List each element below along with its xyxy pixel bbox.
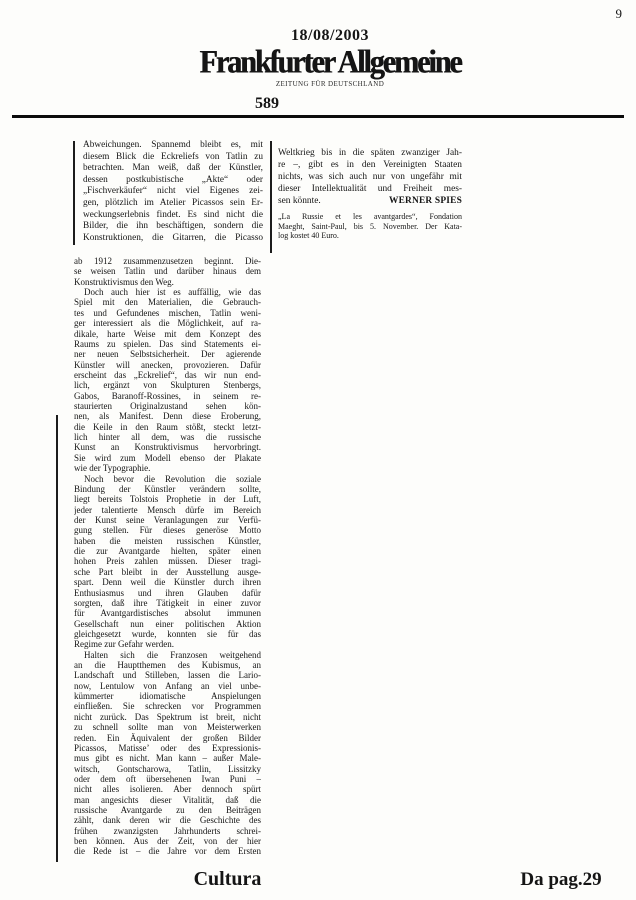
text-line: lich, ergänzt von Skulpturen Stenbergs,: [74, 380, 261, 391]
masthead-header: [12, 27, 636, 88]
text-line: nicht alles isolieren. Aber dennoch spürt: [74, 784, 261, 795]
page-number: 9: [615, 6, 622, 21]
footer-section-label: Cultura: [193, 868, 262, 890]
text-line: sche Part bleibt in der Ausstellung ausge-: [74, 566, 261, 577]
text-line: Landschaft und Stilleben, lassen die Lario-: [74, 670, 261, 681]
paragraph: [74, 287, 261, 473]
text-line: witsch, Gontscharowa, Tatlin, Lissitzky: [74, 763, 261, 774]
article-left-column: [74, 256, 261, 857]
boxed-intro-paragraph: [83, 140, 263, 244]
text-line: ben können. Aus der Zeit, von der hier: [74, 836, 261, 847]
text-line: nicht zurück. Das Spektrum ist breit, nicht: [74, 711, 261, 722]
text-line: man angesichts dieser Vitalität, daß die: [74, 794, 261, 805]
text-line: staurierten Originalzustand sehen kön-: [74, 401, 261, 412]
text-line: ger interessiert als die Möglichkeit, auf ra-: [74, 318, 261, 329]
text-line: Abweichungen. Spannemd bleibt es, mit: [83, 140, 263, 150]
text-line: betrachten. Man weiß, daß der Künstler,: [83, 163, 263, 174]
masthead-date: 18/08/2003: [291, 27, 369, 44]
text-line: Gabos, Baranoff-Rossines, in seinem re-: [74, 390, 261, 401]
text-line: wie der Typographie.: [74, 463, 151, 474]
text-line: Halten sich die Franzosen weitgehend: [84, 649, 261, 660]
text-line: se weisen Tatlin und darüber hinaus dem: [74, 266, 261, 277]
text-line: haben die meisten russischen Künstler,: [74, 535, 261, 546]
text-line: Konstruktionen, die Gitarren, die Picasso: [83, 232, 263, 243]
text-line: Bilder, die ihn beschäftigen, sondern die: [83, 221, 263, 232]
text-line: ab 1912 zusammenzusetzen beginnt. Die-: [74, 256, 261, 266]
text-line: weckungserlebnis findet. Es sind nicht die: [83, 209, 263, 220]
text-line: Regime zur Gefahr werden.: [74, 639, 174, 650]
paragraph: [278, 147, 462, 195]
text-line: kümmerter idiomatische Anspielungen: [74, 691, 261, 702]
left-margin-rule-bottom: [56, 415, 58, 862]
author-name: WERNER SPIES: [389, 196, 462, 206]
text-line: lich hinter all dem, was die russische: [74, 432, 261, 443]
text-line: einfließen. Sie schrecken vor Programmen: [74, 701, 261, 712]
text-line: diesem Blick die Eckreliefs von Tatlin zu: [83, 151, 263, 162]
text-line: Konstruktivismus den Weg.: [74, 276, 174, 287]
column-divider-rule: [270, 141, 272, 253]
text-line: dessen postkubistische „Akte“ oder: [83, 174, 263, 185]
masthead-logo: Frankfurter Allgemeine: [199, 44, 461, 81]
text-line: mus gibt es nicht. Man kann – außer Male-: [74, 753, 261, 764]
text-line: Gesellschaft nun einer politischen Aktion: [74, 618, 261, 629]
text-line: hohen Preis zahlen müssen. Dieser tragi-: [74, 556, 261, 567]
text-line: dieser Intellektualität und Freiheit mes-: [278, 184, 462, 194]
paragraph: [278, 212, 462, 241]
text-line: now, Lentulow von Anfang an viel unbe-: [74, 680, 261, 691]
text-line: Maeght, Saint-Paul, bis 5. November. Der Kata-: [278, 221, 462, 231]
text-line: an die Hauptthemen des Kubismus, an: [74, 660, 261, 671]
text-line: sorgten, daß ihre Tätigkeit in einer zuvor: [74, 597, 261, 608]
text-line: gen, plötzlich im Atelier Picassos sein Er-: [83, 197, 263, 208]
text-line: gleichgesetzt wurde, konnten sie für das: [74, 628, 261, 639]
text-line: tes und Gefundenes mischen, Tatlin weni-: [74, 307, 261, 318]
text-line: Enthusiasmus und ihren Glauben dafür: [74, 587, 261, 598]
text-line: jeder talentierte Mensch dürfe im Bereich: [74, 504, 261, 515]
text-line: zählt, dank deren wir die Geschichte des: [74, 815, 261, 826]
text-line: spart. Denn weil die Künstler durch ihren: [74, 577, 261, 588]
text-line: die Keile in den Raum stößt, steckt letzt-: [74, 421, 261, 432]
text-line: Künstler will anecken, provozieren. Dafür: [74, 359, 261, 370]
paragraph: [74, 650, 261, 857]
text-line: Doch auch hier ist es auffällig, wie das: [84, 287, 261, 298]
text-line: nen, als Manifest. Denn diese Eroberung,: [74, 411, 261, 422]
text-line: für Avantgardistisches absolut immunen: [74, 608, 261, 619]
author-line: [278, 195, 462, 207]
text-line: „La Russie et les avantgardes“, Fondation: [278, 212, 462, 221]
paragraph: [74, 474, 261, 650]
edition-number: 589: [255, 95, 279, 112]
text-line: dikale, harte Weise mit dem Konzept des: [74, 328, 261, 339]
text-line: russische Avantgarde zu den Beiträgen: [74, 805, 261, 816]
text-line: oder dem oft übersehenen Iwan Puni –: [74, 773, 261, 784]
text-line: gung stellen. Für dieses generöse Motto: [74, 525, 261, 536]
text-line: Kunst an Konstruktivismus hervorbringt.: [74, 442, 261, 453]
header-rule: [12, 115, 624, 118]
text-line: der Kunst seine Veranlagungen zur Verfü-: [74, 514, 261, 525]
masthead-subtitle: ZEITUNG FÜR DEUTSCHLAND: [275, 80, 385, 88]
text-line: Raums zu spielen. Das sind Statements ei-: [74, 338, 261, 349]
exhibition-footnote: [278, 212, 462, 241]
text-line: erscheint das „Eckrelief“, das wir nun end-: [74, 369, 261, 380]
text-line: „Fischverkäufer“ nicht viel Eigenes zei-: [83, 186, 263, 197]
paragraph: [74, 256, 261, 287]
text-line: die Rede ist – die Jahre vor dem Ersten: [74, 846, 261, 857]
last-line-text: sen könnte.: [278, 196, 321, 206]
text-line: Noch bevor die Revolution die soziale: [84, 473, 261, 484]
text-line: ner neuen Selbstsicherheit. Der agierende: [74, 349, 261, 360]
paragraph: [83, 140, 263, 244]
text-line: Bindung der Künstler verändern sollte,: [74, 483, 261, 494]
text-line: nichts, was sich auch nur von ungefähr mit: [278, 172, 462, 182]
text-line: frühen zwanzigsten Jahrhunderts schrei-: [74, 825, 261, 836]
text-line: re –, gibt es in den Vereinigten Staaten: [278, 160, 462, 170]
article-right-column: [278, 147, 462, 207]
text-line: die zur Avantgarde hielten, später einen: [74, 546, 261, 557]
left-margin-rule-top: [73, 141, 75, 245]
text-line: Sie wird zum Modell ebenso der Plakate: [74, 452, 261, 463]
text-line: log kostet 40 Euro.: [278, 231, 339, 240]
text-line: Spiel mit den Materialien, die Gebrauch-: [74, 297, 261, 308]
text-line: liegt bereits Tolstois Prophetie in der Luft,: [74, 494, 261, 505]
text-line: zu schnell sollte man von Meisterwerken: [74, 722, 261, 733]
text-line: Picassos, Matisse’ oder des Expressionis-: [74, 742, 261, 753]
text-line: Weltkrieg bis in die späten zwanziger Jah-: [278, 148, 462, 158]
footer-source-page: Da pag.29: [520, 869, 602, 890]
text-line: reden. Ein Äquivalent der großen Bilder: [74, 732, 261, 743]
